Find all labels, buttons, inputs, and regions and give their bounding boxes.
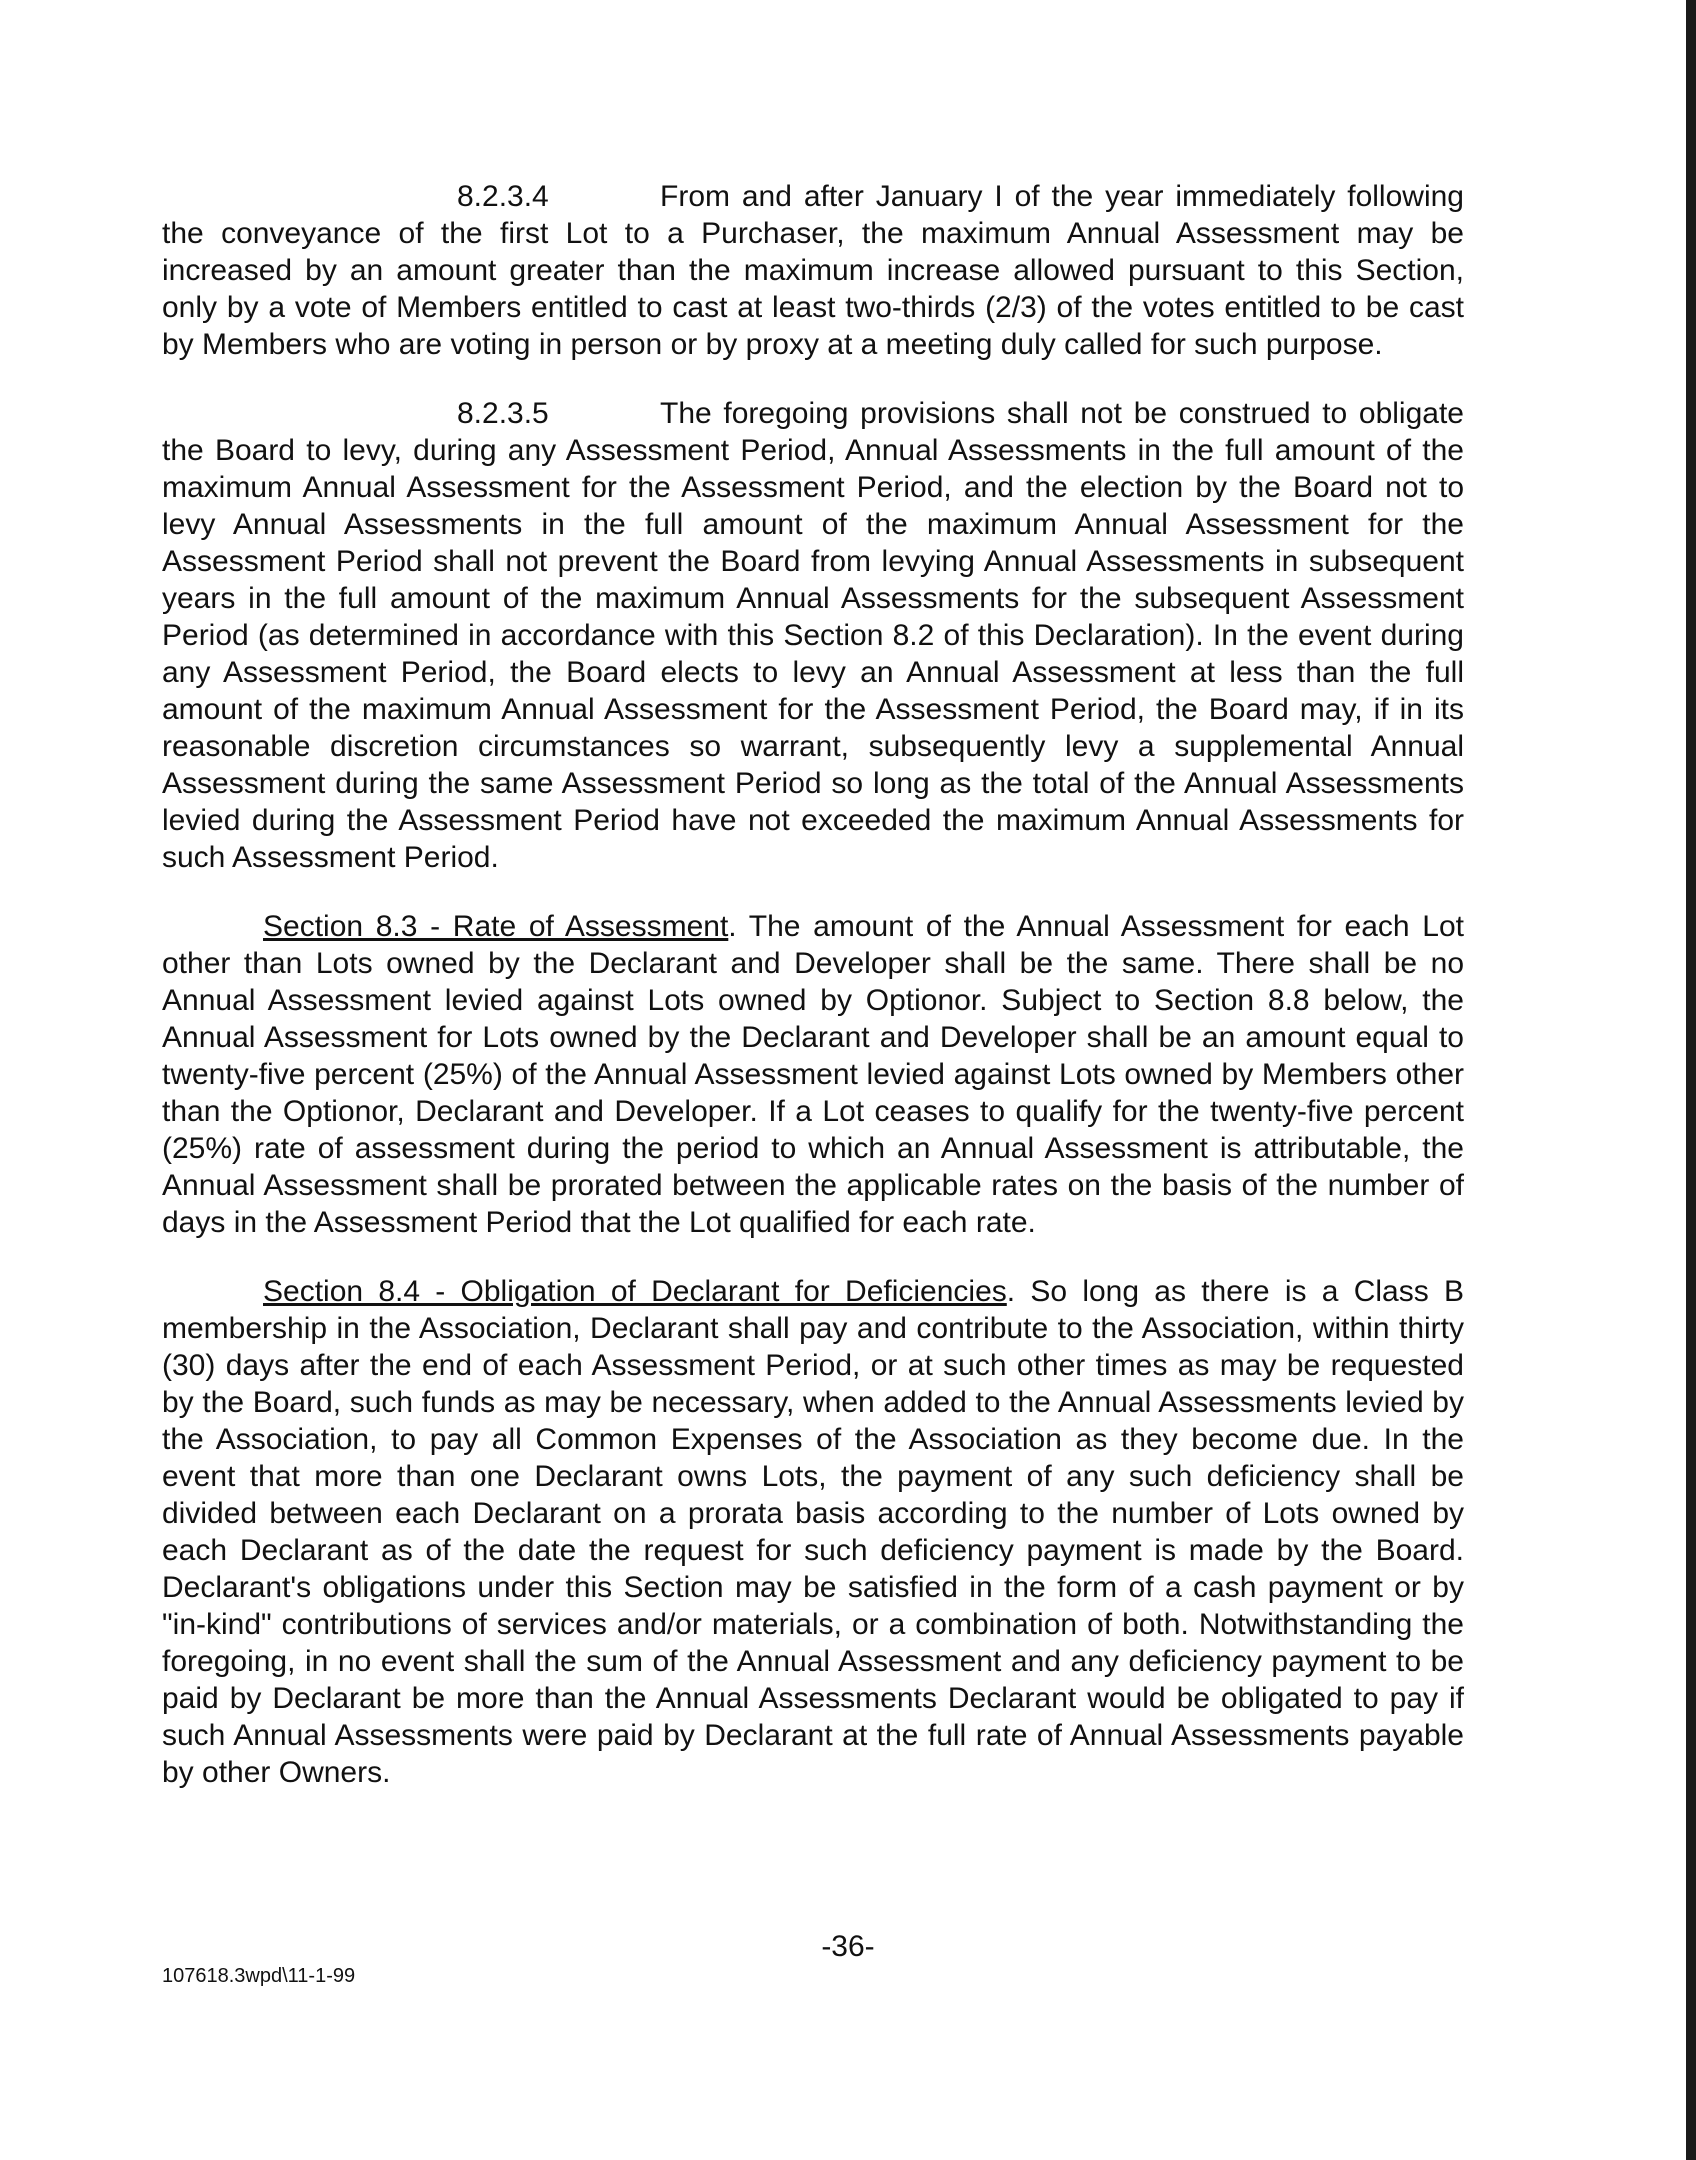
paragraph-text: . So long as there is a Class B membership in the Association, Declarant shall pay and contribute to the Association, within thirty (30) days after the end of each Assessment Period, or at such other times as may be requested by the Board, such funds as may be necessary, when added to the Annual Assessments levied by the Association, to pay all Common Expenses of the Association as they become due. In the event that more than one Declarant owns Lots, the payment of any such deficiency shall be divided between each Declarant on a prorata basis according to the number of Lots owned by each Declarant as of the date the request for such deficiency payment is made by the Board. Declarant's obligations under this Section may be satisfied in the form of a cash payment or by "in-kind" contributions of services and/or materials, or a combination of both. Notwithstanding the foregoing, in no event shall the sum of the Annual Assessment and any deficiency payment to be paid by Declarant be more than the Annual Assessments Declarant would be obligated to pay if such Annual Assessments were paid by Declarant at the full rate of Annual Assessments payable by other Owners. (162, 1275, 1464, 1789)
document-body (162, 178, 1464, 1823)
section-number: 8.2.3.4 (457, 180, 549, 213)
section-number: 8.2.3.5 (457, 397, 549, 430)
paragraph-text: The foregoing provisions shall not be construed to obligate the Board to levy, during any Assessment Period, Annual Assessments in the full amount of the maximum Annual Assessment for the Assessment Period, and the election by the Board not to levy Annual Assessments in the full amount of the maximum Annual Assessment for the Assessment Period shall not prevent the Board from levying Annual Assessments in subsequent years in the full amount of the maximum Annual Assessments for the subsequent Assessment Period (as determined in accordance with this Section 8.2 of this Declaration). In the event during any Assessment Period, the Board elects to levy an Annual Assessment at less than the full amount of the maximum Annual Assessment for the Assessment Period, the Board may, if in its reasonable discretion circumstances so warrant, subsequently levy a supplemental Annual Assessment during the same Assessment Period so long as the total of the Annual Assessments levied during the Assessment Period have not exceeded the maximum Annual Assessments for such Assessment Period. (162, 397, 1464, 874)
section-heading: Section 8.4 - Obligation of Declarant for Deficiencies (263, 1275, 1007, 1308)
paragraph-8-2-3-4 (162, 178, 1464, 363)
section-8-4 (162, 1273, 1464, 1791)
paragraph-text: From and after January I of the year immediately following the conveyance of the first Lot to a Purchaser, the maximum Annual Assessment may be increased by an amount greater than the maximum increase allowed pursuant to this Section, only by a vote of Members entitled to cast at least two-thirds (2/3) of the votes entitled to be cast by Members who are voting in person or by proxy at a meeting duly called for such purpose. (162, 180, 1464, 361)
section-8-3 (162, 908, 1464, 1241)
section-heading: Section 8.3 - Rate of Assessment (263, 910, 729, 943)
paragraph-8-2-3-5 (162, 395, 1464, 876)
scan-edge-shadow (1686, 0, 1696, 2160)
document-code: 107618.3wpd\11-1-99 (162, 1965, 356, 1987)
paragraph-text: . The amount of the Annual Assessment for each Lot other than Lots owned by the Declarant and Developer shall be the same. There shall be no Annual Assessment levied against Lots owned by Optionor. Subject to Section 8.8 below, the Annual Assessment for Lots owned by the Declarant and Developer shall be an amount equal to twenty-five percent (25%) of the Annual Assessment levied against Lots owned by Members other than the Optionor, Declarant and Developer. If a Lot ceases to qualify for the twenty-five percent (25%) rate of assessment during the period to which an Annual Assessment is attributable, the Annual Assessment shall be prorated between the applicable rates on the basis of the number of days in the Assessment Period that the Lot qualified for each rate. (162, 910, 1464, 1239)
page-number: -36- (821, 1930, 875, 1963)
